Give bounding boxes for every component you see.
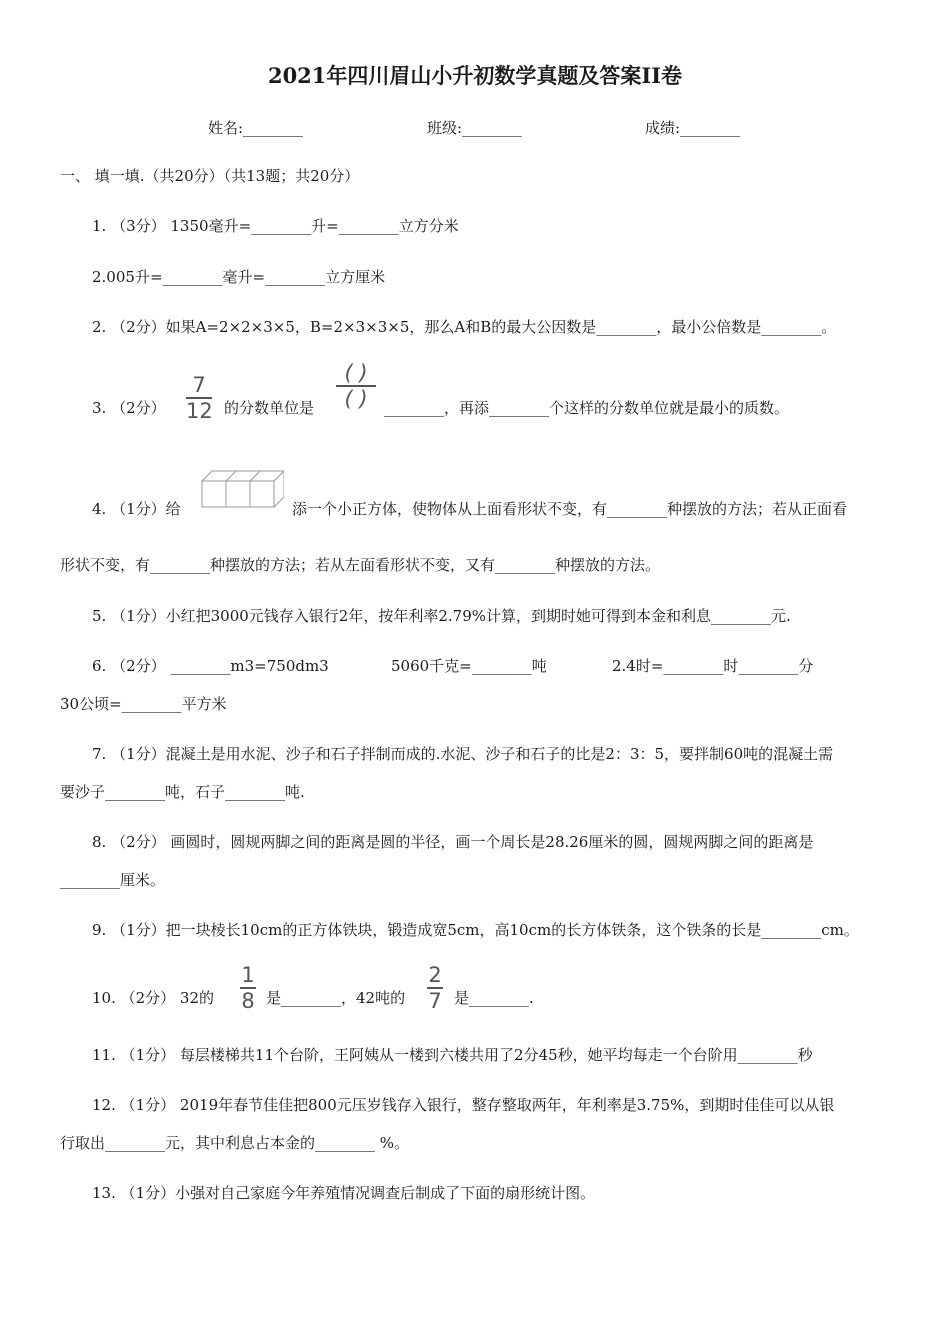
question-4-prefix: 4. （1分）给 bbox=[92, 500, 181, 518]
question-10-mid: 是________，42吨的 bbox=[266, 989, 406, 1007]
fraction-7-12 bbox=[186, 374, 212, 422]
question-10-suffix: 是________. bbox=[454, 989, 534, 1007]
question-11: 11. （1分） 每层楼梯共11个台阶，王阿姨从一楼到六楼共用了2分45秒，她平均每走一个台阶用________秒 bbox=[92, 1046, 813, 1064]
question-13: 13. （1分）小强对自己家庭今年养殖情况调查后制成了下面的扇形统计图。 bbox=[92, 1184, 596, 1202]
fraction-numerator: 2 bbox=[428, 963, 442, 987]
question-4-line2: 形状不变，有________种摆放的方法；若从左面看形状不变，又有________种摆放的方法。 bbox=[60, 556, 661, 574]
question-6c: 2.4时=________时________分 bbox=[612, 657, 814, 675]
page-title: 2021年四川眉山小升初数学真题及答案II卷 bbox=[267, 63, 683, 88]
question-3-suffix: ________，再添________个这样的分数单位就是最小的质数。 bbox=[384, 399, 790, 417]
question-1b: 2.005升=________毫升=________立方厘米 bbox=[92, 268, 386, 286]
question-7-line2: 要沙子________吨，石子________吨. bbox=[60, 783, 305, 801]
question-3-mid: 的分数单位是 bbox=[224, 399, 315, 417]
fraction-2-7 bbox=[427, 964, 443, 1012]
question-6a: 6. （2分） ________m3=750dm3 bbox=[92, 657, 329, 675]
fraction-numerator: 7 bbox=[192, 373, 206, 397]
question-12-line2: 行取出________元，其中利息占本金的________ %。 bbox=[60, 1134, 410, 1152]
section-heading: 一、 填一填.（共20分）（共13题；共20分） bbox=[60, 167, 360, 185]
question-8-line1: 8. （2分） 画圆时，圆规两脚之间的距离是圆的半径，画一个周长是28.26厘米的圆，圆规两脚之间的距离是 bbox=[92, 833, 814, 851]
question-4-suffix: 添一个小正方体，使物体从上面看形状不变，有________种摆放的方法；若从正面看 bbox=[292, 500, 848, 518]
fraction-denominator: 12 bbox=[186, 399, 213, 423]
question-6d: 30公顷=________平方米 bbox=[60, 695, 227, 713]
question-8-line2: ________厘米。 bbox=[60, 871, 166, 889]
question-2: 2. （2分）如果A=2×2×3×5，B=2×3×3×5，那么A和B的最大公因数是________，最小公倍数是________。 bbox=[92, 318, 837, 336]
question-12-line1: 12. （1分） 2019年春节佳佳把800元压岁钱存入银行，整存整取两年，年利率是3.75%，到期时佳佳可以从银 bbox=[92, 1096, 835, 1114]
fraction-blank-denominator: ( ) bbox=[344, 387, 368, 411]
question-6b: 5060千克=________吨 bbox=[391, 657, 547, 675]
question-10-prefix: 10. （2分） 32的 bbox=[92, 989, 215, 1007]
score-field: 成绩:________ bbox=[645, 119, 741, 137]
class-field: 班级:________ bbox=[427, 119, 523, 137]
fraction-blank-numerator: ( ) bbox=[344, 361, 368, 385]
question-7-line1: 7. （1分）混凝土是用水泥、沙子和石子拌制而成的.水泥、沙子和石子的比是2：3：5，要拌制60吨的混凝土需 bbox=[92, 745, 834, 763]
fraction-numerator: 1 bbox=[241, 963, 255, 987]
cube-figure bbox=[198, 465, 284, 511]
fraction-blank bbox=[336, 362, 376, 410]
question-3-prefix: 3. （2分） bbox=[92, 399, 166, 417]
question-5: 5. （1分）小红把3000元钱存入银行2年，按年利率2.79%计算，到期时她可得到本金和利息________元. bbox=[92, 607, 791, 625]
fraction-denominator: 8 bbox=[241, 989, 255, 1013]
question-1a: 1. （3分） 1350毫升=________升=________立方分米 bbox=[92, 217, 459, 235]
fraction-denominator: 7 bbox=[428, 989, 442, 1013]
fraction-1-8 bbox=[240, 964, 256, 1012]
question-9: 9. （1分）把一块棱长10cm的正方体铁块，锻造成宽5cm，高10cm的长方体铁条，这个铁条的长是________cm。 bbox=[92, 921, 859, 939]
name-field: 姓名:________ bbox=[208, 119, 304, 137]
